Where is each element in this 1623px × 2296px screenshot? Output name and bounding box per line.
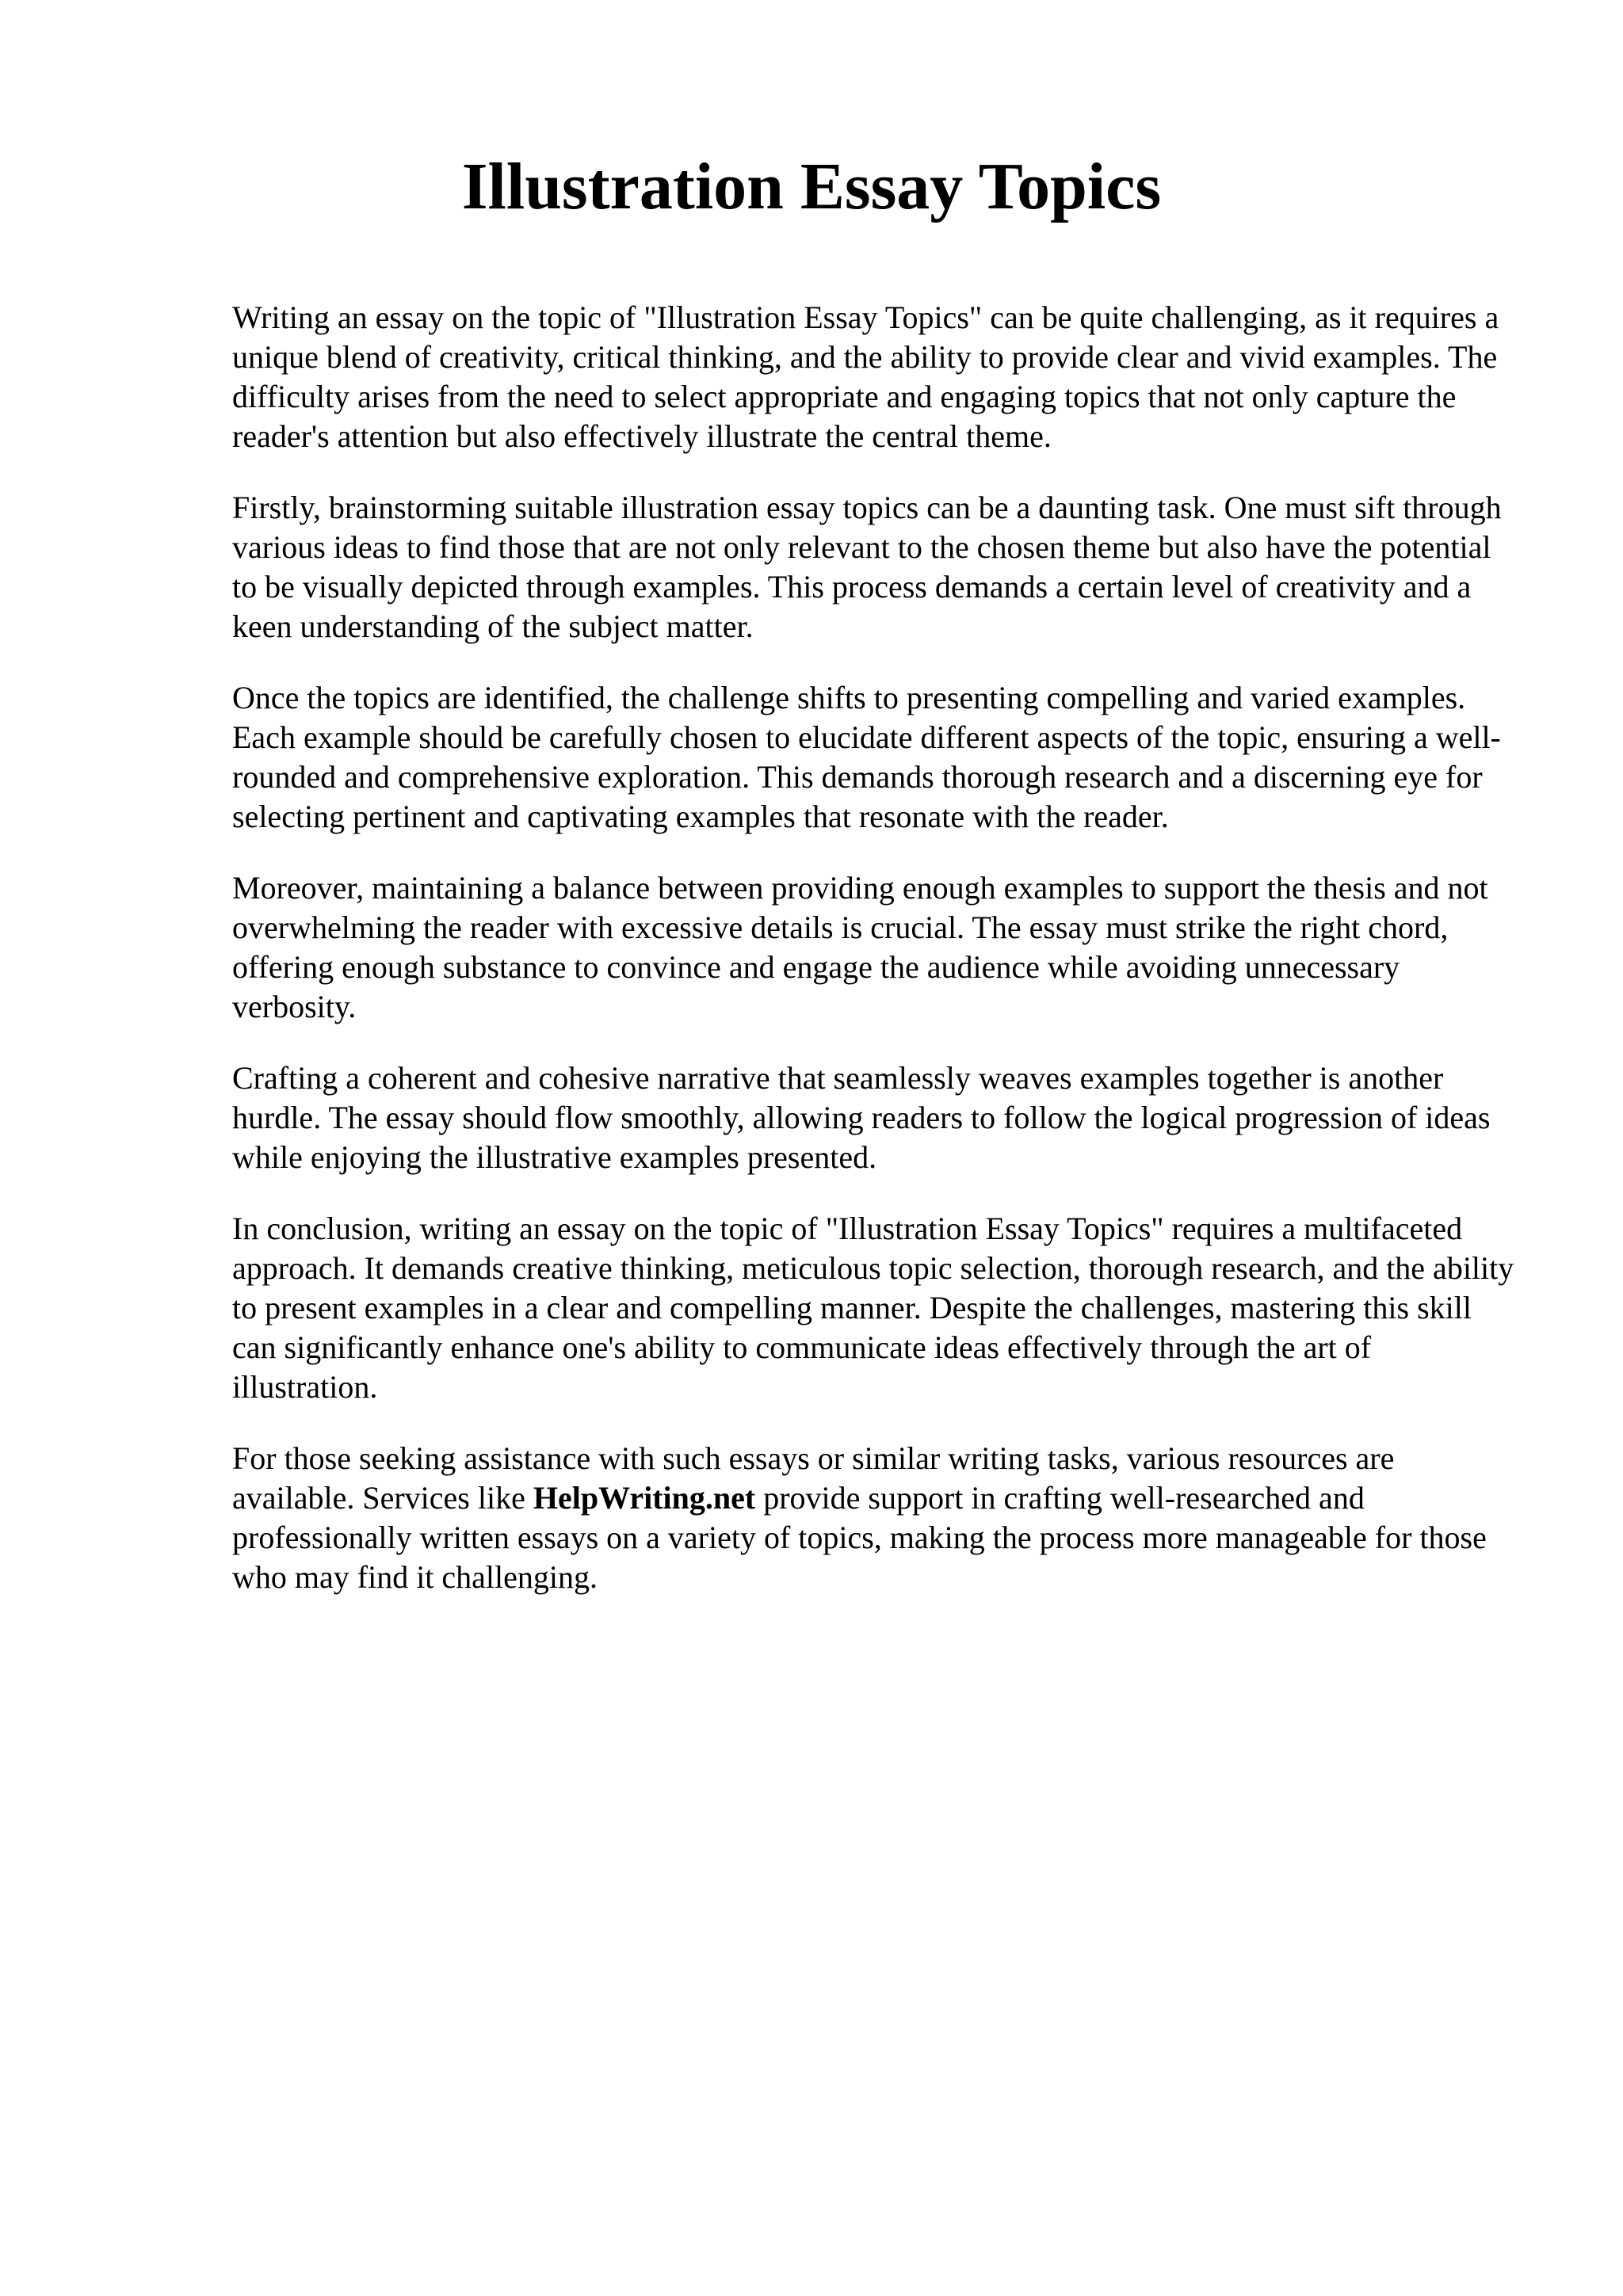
closing-text-after: provide support in crafting well-researched and professionally written essays on a variety of topics, making the process more manageable for those who may find it challenging. [232, 1480, 1487, 1595]
paragraph-4: Moreover, maintaining a balance between providing enough examples to support the thesis and not overwhelming the reader with excessive details is crucial. The essay must strike the right chord, offering enough substance to convince and engage the audience while avoiding unnecessary verbosity. [232, 870, 1488, 1024]
closing-paragraph [232, 1439, 1516, 1597]
document-body [232, 298, 1516, 1629]
paragraph-2: Firstly, brainstorming suitable illustration essay topics can be a daunting task. One must sift through various ideas to find those that are not only relevant to the chosen theme but also have the potential to be visually depicted through examples. This process demands a certain level of creativity and a keen understanding of the subject matter. [232, 490, 1502, 644]
paragraph-1: Writing an essay on the topic of "Illustration Essay Topics" can be quite challenging, as it requires a unique blend of creativity, critical thinking, and the ability to provide clear and vivid examples. The difficulty arises from the need to select appropriate and engaging topics that not only capture the reader's attention but also effectively illustrate the central theme. [232, 299, 1499, 454]
paragraph-3: Once the topics are identified, the challenge shifts to presenting compelling and varied examples. Each example should be carefully chosen to elucidate different aspects of the topic, ensuring a well-rounded and comprehensive exploration. This demands thorough research and a discerning eye for selecting pertinent and captivating examples that resonate with the reader. [232, 680, 1501, 834]
closing-text-before: For those seeking assistance with such essays or similar writing tasks, various resources are available. Services like [232, 1440, 1395, 1516]
document-title: Illustration Essay Topics [461, 150, 1162, 223]
brand-name: HelpWriting.net [533, 1480, 756, 1516]
paragraph-5: Crafting a coherent and cohesive narrative that seamlessly weaves examples together is another hurdle. The essay should flow smoothly, allowing readers to follow the logical progression of ideas while enjoying the illustrative examples presented. [232, 1060, 1491, 1175]
paragraph-6: In conclusion, writing an essay on the topic of "Illustration Essay Topics" requires a multifaceted approach. It demands creative thinking, meticulous topic selection, thorough research, and the ability to present examples in a clear and compelling manner. Despite the challenges, mastering this skill can significantly enhance one's ability to communicate ideas effectively through the art of illustration. [232, 1211, 1514, 1405]
